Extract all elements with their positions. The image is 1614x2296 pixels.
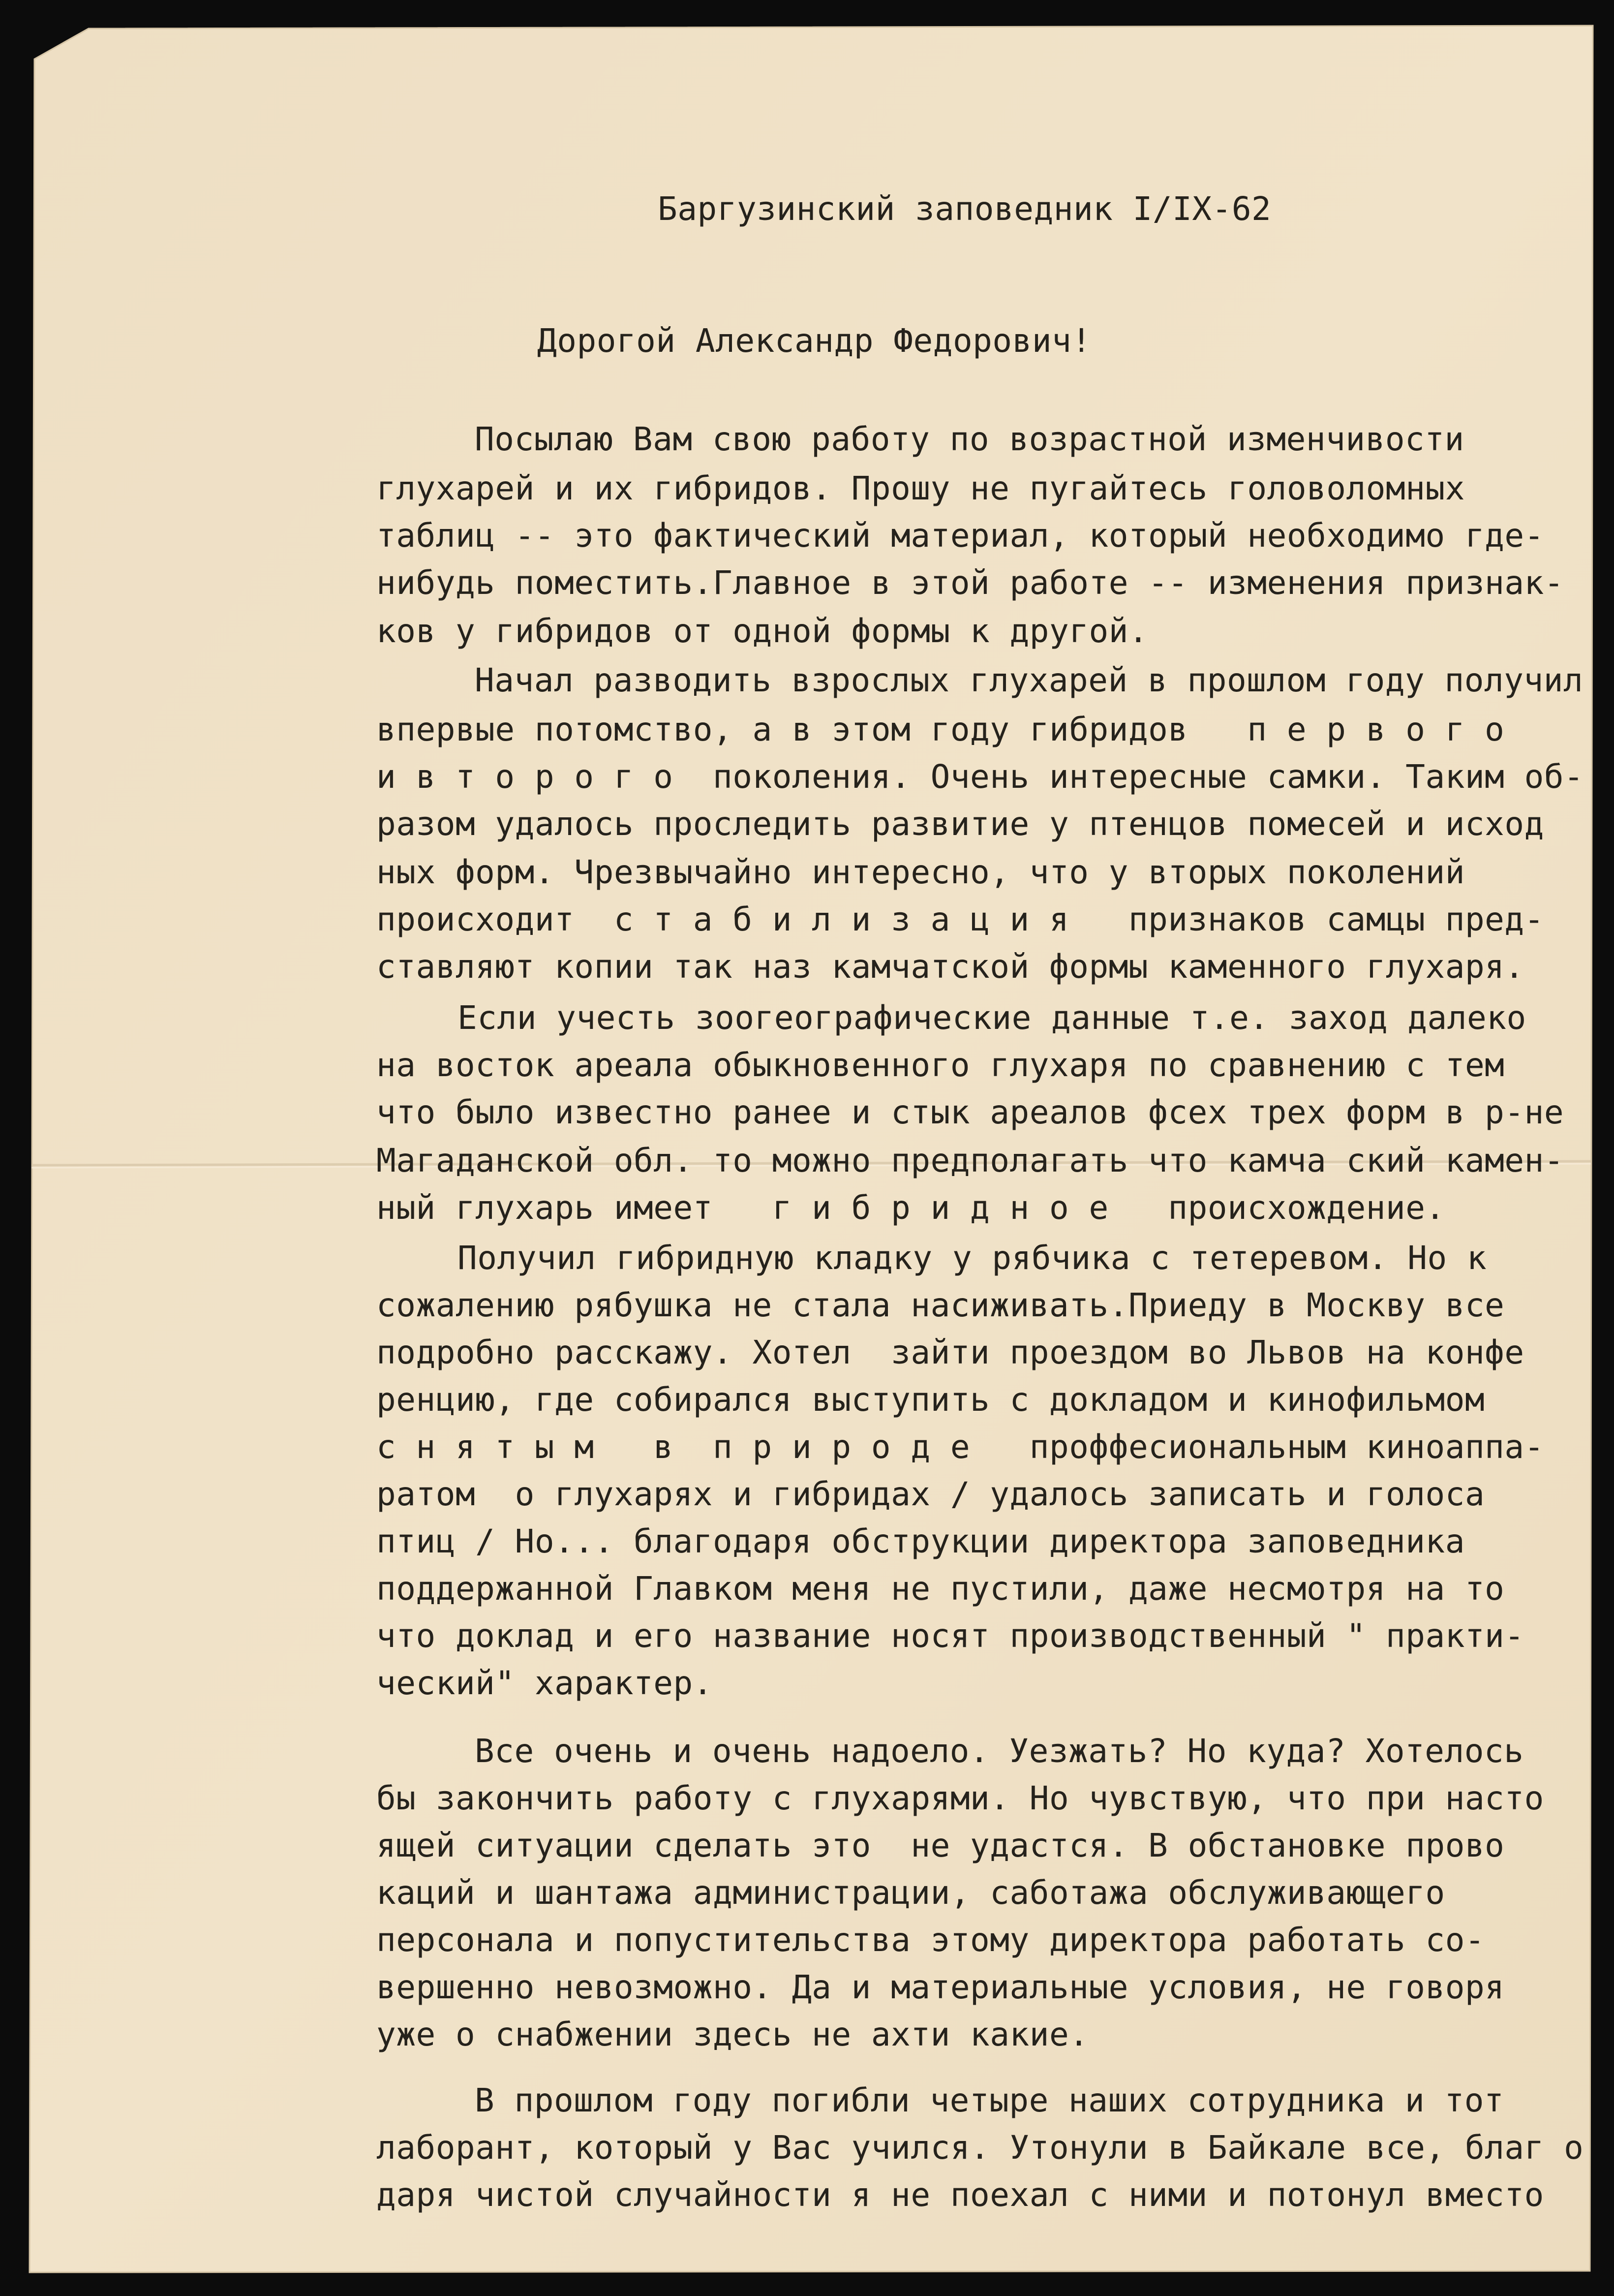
text-line: глухарей и их гибридов. Прошу не пугайтесь головоломных [376, 469, 1465, 507]
text-line: Посылаю Вам свою работу по возрастной изменчивости [475, 420, 1464, 458]
text-line: что доклад и его название носят производственный " практи- [376, 1617, 1524, 1655]
text-line: птиц / Но... благодаря обструкции директора заповедника [376, 1522, 1465, 1560]
text-line: ков у гибридов от одной формы к другой. [376, 612, 1149, 650]
text-line: на восток ареала обыкновенного глухаря по сравнению с тем [376, 1046, 1505, 1084]
text-line: уже о снабжении здесь не ахти какие. [376, 2016, 1089, 2053]
text-line: ставляют копии так наз камчатской формы каменного глухаря. [376, 948, 1524, 986]
text-line: даря чистой случайности я не поехал с ними и потонул вместо [376, 2176, 1544, 2214]
text-line: с н я т ы м в п р и р о д е проффесиональным киноаппа- [376, 1428, 1544, 1466]
text-line: каций и шантажа администрации, саботажа обслуживающего [376, 1874, 1445, 1912]
text-line: персонала и попустительства этому директора работать со- [376, 1921, 1485, 1959]
text-line: Все очень и очень надоело. Уезжать? Но куда? Хотелось [475, 1732, 1524, 1770]
letter-heading: Баргузинский заповедник I/IX-62 [658, 190, 1272, 228]
text-line: вершенно невозможно. Да и материальные условия, не говоря [376, 1968, 1505, 2006]
text-line: ратом о глухарях и гибридах / удалось записать и голоса [376, 1475, 1485, 1513]
text-line: сожалению рябушка не стала насиживать.Приеду в Москву все [376, 1286, 1505, 1324]
text-line: впервые потомство, а в этом году гибридов п е р в о г о [376, 711, 1505, 748]
text-line: ящей ситуации сделать это не удастся. В обстановке прово [376, 1827, 1505, 1864]
text-line: ных форм. Чрезвычайно интересно, что у вторых поколений [376, 853, 1465, 891]
text-line: ческий" характер. [376, 1664, 713, 1702]
text-line: разом удалось проследить развитие у птенцов помесей и исход [376, 805, 1544, 843]
text-line: ный глухарь имеет г и б р и д н о е происхождение. [376, 1189, 1445, 1227]
text-line: ренцию, где собирался выступить с докладом и кинофильмом [376, 1381, 1485, 1419]
text-line: что было известно ранее и стык ареалов фсех трех форм в р-не [376, 1093, 1564, 1131]
text-line: Если учесть зоогеографические данные т.е. заход далеко [457, 999, 1526, 1037]
text-line: таблиц -- это фактический материал, который необходимо где- [376, 517, 1544, 555]
text-line: Получил гибридную кладку у рябчика с тетеревом. Но к [457, 1239, 1487, 1277]
text-line: В прошлом году погибли четыре наших сотрудника и тот [475, 2081, 1504, 2119]
text-line: происходит с т а б и л и з а ц и я признаков самцы пред- [376, 900, 1544, 938]
text-line: Магаданской обл. то можно предполагать что камча ский камен- [376, 1142, 1564, 1179]
text-line: Начал разводить взрослых глухарей в прошлом году получил [475, 661, 1584, 699]
text-line: лаборант, который у Вас учился. Утонули в Байкале все, благ о [376, 2129, 1584, 2167]
text-line: и в т о р о г о поколения. Очень интересные самки. Таким об- [376, 758, 1584, 796]
text-line: бы закончить работу с глухарями. Но чувствую, что при насто [376, 1779, 1544, 1817]
text-line: нибудь поместить.Главное в этой работе -- изменения признак- [376, 564, 1564, 602]
letter-salutation: Дорогой Александр Федорович! [537, 322, 1092, 360]
text-line: подробно расскажу. Хотел зайти проездом во Львов на конфе [376, 1334, 1524, 1371]
text-line: поддержанной Главком меня не пустили, даже несмотря на то [376, 1570, 1505, 1608]
